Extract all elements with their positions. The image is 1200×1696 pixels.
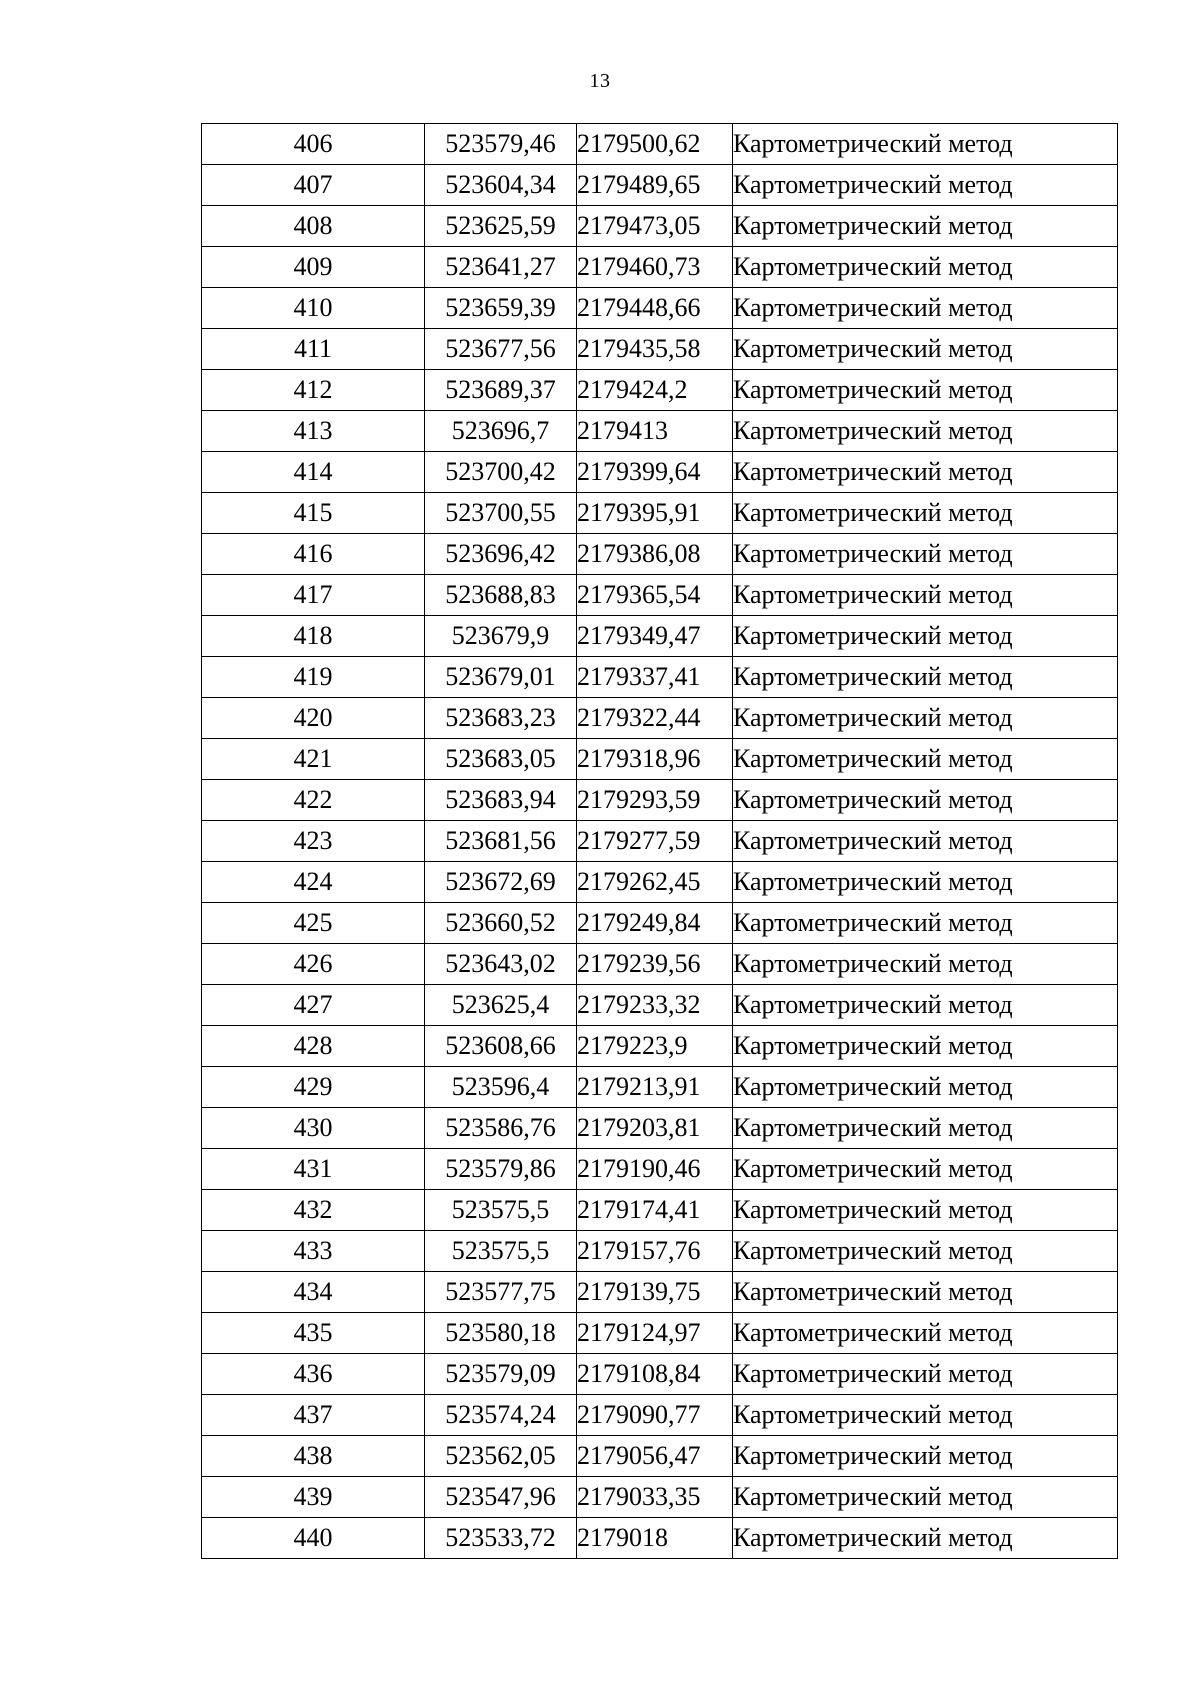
point-number-cell: 438 [202, 1436, 425, 1477]
table-row [202, 452, 1118, 493]
y-coordinate-cell: 2179239,56 [577, 944, 733, 985]
table-row [202, 1190, 1118, 1231]
point-number-cell: 422 [202, 780, 425, 821]
y-coordinate-cell: 2179293,59 [577, 780, 733, 821]
table-row [202, 1518, 1118, 1559]
method-cell: Картометрический метод [733, 206, 1118, 247]
table-row [202, 698, 1118, 739]
x-coordinate-cell: 523586,76 [425, 1108, 577, 1149]
table-row [202, 288, 1118, 329]
y-coordinate-cell: 2179424,2 [577, 370, 733, 411]
y-coordinate-cell: 2179190,46 [577, 1149, 733, 1190]
point-number-cell: 418 [202, 616, 425, 657]
table-row [202, 329, 1118, 370]
method-cell: Картометрический метод [733, 1108, 1118, 1149]
point-number-cell: 431 [202, 1149, 425, 1190]
x-coordinate-cell: 523659,39 [425, 288, 577, 329]
y-coordinate-cell: 2179262,45 [577, 862, 733, 903]
table-row [202, 1272, 1118, 1313]
method-cell: Картометрический метод [733, 575, 1118, 616]
method-cell: Картометрический метод [733, 944, 1118, 985]
y-coordinate-cell: 2179090,77 [577, 1395, 733, 1436]
coordinates-table [201, 123, 1118, 1559]
table-row [202, 1436, 1118, 1477]
x-coordinate-cell: 523579,09 [425, 1354, 577, 1395]
x-coordinate-cell: 523579,46 [425, 124, 577, 165]
y-coordinate-cell: 2179223,9 [577, 1026, 733, 1067]
point-number-cell: 440 [202, 1518, 425, 1559]
table-row [202, 657, 1118, 698]
table-row [202, 1067, 1118, 1108]
x-coordinate-cell: 523683,05 [425, 739, 577, 780]
x-coordinate-cell: 523625,59 [425, 206, 577, 247]
method-cell: Картометрический метод [733, 616, 1118, 657]
point-number-cell: 406 [202, 124, 425, 165]
x-coordinate-cell: 523700,55 [425, 493, 577, 534]
y-coordinate-cell: 2179213,91 [577, 1067, 733, 1108]
x-coordinate-cell: 523579,86 [425, 1149, 577, 1190]
method-cell: Картометрический метод [733, 288, 1118, 329]
method-cell: Картометрический метод [733, 1026, 1118, 1067]
point-number-cell: 410 [202, 288, 425, 329]
x-coordinate-cell: 523547,96 [425, 1477, 577, 1518]
y-coordinate-cell: 2179322,44 [577, 698, 733, 739]
point-number-cell: 433 [202, 1231, 425, 1272]
point-number-cell: 428 [202, 1026, 425, 1067]
table-row [202, 739, 1118, 780]
table-row [202, 493, 1118, 534]
point-number-cell: 415 [202, 493, 425, 534]
x-coordinate-cell: 523577,75 [425, 1272, 577, 1313]
y-coordinate-cell: 2179489,65 [577, 165, 733, 206]
y-coordinate-cell: 2179399,64 [577, 452, 733, 493]
point-number-cell: 432 [202, 1190, 425, 1231]
x-coordinate-cell: 523660,52 [425, 903, 577, 944]
method-cell: Картометрический метод [733, 1272, 1118, 1313]
y-coordinate-cell: 2179337,41 [577, 657, 733, 698]
y-coordinate-cell: 2179174,41 [577, 1190, 733, 1231]
point-number-cell: 411 [202, 329, 425, 370]
x-coordinate-cell: 523688,83 [425, 575, 577, 616]
y-coordinate-cell: 2179203,81 [577, 1108, 733, 1149]
x-coordinate-cell: 523683,23 [425, 698, 577, 739]
method-cell: Картометрический метод [733, 1149, 1118, 1190]
table-row [202, 821, 1118, 862]
y-coordinate-cell: 2179435,58 [577, 329, 733, 370]
y-coordinate-cell: 2179365,54 [577, 575, 733, 616]
x-coordinate-cell: 523700,42 [425, 452, 577, 493]
x-coordinate-cell: 523533,72 [425, 1518, 577, 1559]
point-number-cell: 437 [202, 1395, 425, 1436]
table-row [202, 1354, 1118, 1395]
method-cell: Картометрический метод [733, 452, 1118, 493]
x-coordinate-cell: 523575,5 [425, 1190, 577, 1231]
table-row [202, 1231, 1118, 1272]
method-cell: Картометрический метод [733, 821, 1118, 862]
table-row [202, 616, 1118, 657]
y-coordinate-cell: 2179318,96 [577, 739, 733, 780]
point-number-cell: 414 [202, 452, 425, 493]
method-cell: Картометрический метод [733, 1354, 1118, 1395]
coordinates-table-body [202, 124, 1118, 1559]
y-coordinate-cell: 2179033,35 [577, 1477, 733, 1518]
x-coordinate-cell: 523641,27 [425, 247, 577, 288]
method-cell: Картометрический метод [733, 698, 1118, 739]
table-row [202, 903, 1118, 944]
table-row [202, 1477, 1118, 1518]
method-cell: Картометрический метод [733, 124, 1118, 165]
x-coordinate-cell: 523696,7 [425, 411, 577, 452]
y-coordinate-cell: 2179249,84 [577, 903, 733, 944]
y-coordinate-cell: 2179018 [577, 1518, 733, 1559]
table-row [202, 780, 1118, 821]
x-coordinate-cell: 523574,24 [425, 1395, 577, 1436]
method-cell: Картометрический метод [733, 247, 1118, 288]
point-number-cell: 426 [202, 944, 425, 985]
point-number-cell: 421 [202, 739, 425, 780]
y-coordinate-cell: 2179139,75 [577, 1272, 733, 1313]
x-coordinate-cell: 523608,66 [425, 1026, 577, 1067]
method-cell: Картометрический метод [733, 329, 1118, 370]
y-coordinate-cell: 2179277,59 [577, 821, 733, 862]
table-row [202, 985, 1118, 1026]
y-coordinate-cell: 2179460,73 [577, 247, 733, 288]
point-number-cell: 407 [202, 165, 425, 206]
method-cell: Картометрический метод [733, 1313, 1118, 1354]
method-cell: Картометрический метод [733, 411, 1118, 452]
method-cell: Картометрический метод [733, 534, 1118, 575]
x-coordinate-cell: 523679,01 [425, 657, 577, 698]
method-cell: Картометрический метод [733, 862, 1118, 903]
method-cell: Картометрический метод [733, 165, 1118, 206]
x-coordinate-cell: 523672,69 [425, 862, 577, 903]
x-coordinate-cell: 523643,02 [425, 944, 577, 985]
method-cell: Картометрический метод [733, 780, 1118, 821]
x-coordinate-cell: 523562,05 [425, 1436, 577, 1477]
point-number-cell: 416 [202, 534, 425, 575]
y-coordinate-cell: 2179108,84 [577, 1354, 733, 1395]
point-number-cell: 430 [202, 1108, 425, 1149]
y-coordinate-cell: 2179473,05 [577, 206, 733, 247]
x-coordinate-cell: 523575,5 [425, 1231, 577, 1272]
x-coordinate-cell: 523580,18 [425, 1313, 577, 1354]
method-cell: Картометрический метод [733, 903, 1118, 944]
table-row [202, 206, 1118, 247]
point-number-cell: 420 [202, 698, 425, 739]
table-row [202, 534, 1118, 575]
x-coordinate-cell: 523604,34 [425, 165, 577, 206]
x-coordinate-cell: 523677,56 [425, 329, 577, 370]
method-cell: Картометрический метод [733, 1395, 1118, 1436]
point-number-cell: 408 [202, 206, 425, 247]
point-number-cell: 435 [202, 1313, 425, 1354]
point-number-cell: 412 [202, 370, 425, 411]
method-cell: Картометрический метод [733, 493, 1118, 534]
point-number-cell: 413 [202, 411, 425, 452]
y-coordinate-cell: 2179124,97 [577, 1313, 733, 1354]
method-cell: Картометрический метод [733, 739, 1118, 780]
point-number-cell: 425 [202, 903, 425, 944]
table-row [202, 1026, 1118, 1067]
y-coordinate-cell: 2179349,47 [577, 616, 733, 657]
point-number-cell: 429 [202, 1067, 425, 1108]
method-cell: Картометрический метод [733, 657, 1118, 698]
y-coordinate-cell: 2179413 [577, 411, 733, 452]
method-cell: Картометрический метод [733, 1436, 1118, 1477]
table-row [202, 1395, 1118, 1436]
point-number-cell: 419 [202, 657, 425, 698]
y-coordinate-cell: 2179395,91 [577, 493, 733, 534]
x-coordinate-cell: 523689,37 [425, 370, 577, 411]
table-row [202, 1149, 1118, 1190]
page-number: 13 [589, 70, 611, 92]
method-cell: Картометрический метод [733, 1477, 1118, 1518]
table-row [202, 411, 1118, 452]
method-cell: Картометрический метод [733, 1231, 1118, 1272]
method-cell: Картометрический метод [733, 1190, 1118, 1231]
table-row [202, 862, 1118, 903]
table-row [202, 944, 1118, 985]
point-number-cell: 434 [202, 1272, 425, 1313]
y-coordinate-cell: 2179386,08 [577, 534, 733, 575]
y-coordinate-cell: 2179448,66 [577, 288, 733, 329]
x-coordinate-cell: 523679,9 [425, 616, 577, 657]
method-cell: Картометрический метод [733, 1067, 1118, 1108]
point-number-cell: 409 [202, 247, 425, 288]
x-coordinate-cell: 523683,94 [425, 780, 577, 821]
point-number-cell: 439 [202, 1477, 425, 1518]
x-coordinate-cell: 523596,4 [425, 1067, 577, 1108]
point-number-cell: 436 [202, 1354, 425, 1395]
table-row [202, 165, 1118, 206]
table-row [202, 124, 1118, 165]
point-number-cell: 417 [202, 575, 425, 616]
table-row [202, 247, 1118, 288]
y-coordinate-cell: 2179500,62 [577, 124, 733, 165]
table-row [202, 1108, 1118, 1149]
table-row [202, 370, 1118, 411]
method-cell: Картометрический метод [733, 985, 1118, 1026]
point-number-cell: 424 [202, 862, 425, 903]
x-coordinate-cell: 523696,42 [425, 534, 577, 575]
point-number-cell: 423 [202, 821, 425, 862]
table-row [202, 1313, 1118, 1354]
y-coordinate-cell: 2179157,76 [577, 1231, 733, 1272]
x-coordinate-cell: 523625,4 [425, 985, 577, 1026]
x-coordinate-cell: 523681,56 [425, 821, 577, 862]
method-cell: Картометрический метод [733, 1518, 1118, 1559]
y-coordinate-cell: 2179056,47 [577, 1436, 733, 1477]
method-cell: Картометрический метод [733, 370, 1118, 411]
point-number-cell: 427 [202, 985, 425, 1026]
table-row [202, 575, 1118, 616]
y-coordinate-cell: 2179233,32 [577, 985, 733, 1026]
